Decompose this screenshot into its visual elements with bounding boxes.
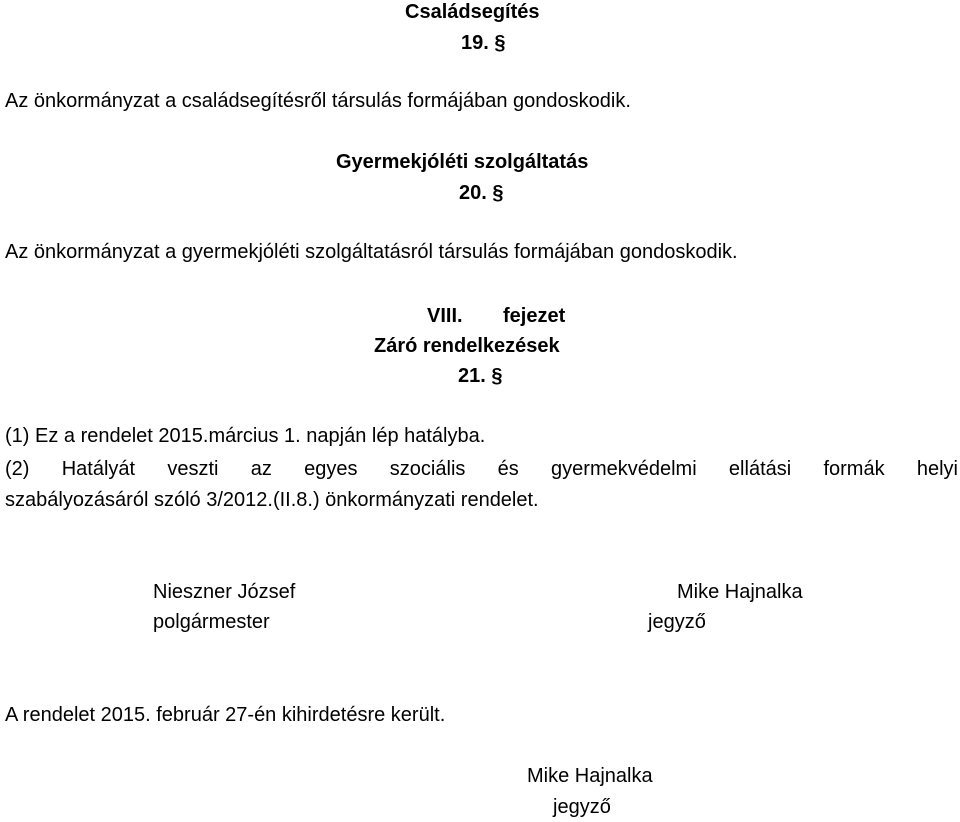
section-20-heading: Gyermekjóléti szolgáltatás bbox=[336, 151, 589, 173]
section-19-number: 19. § bbox=[461, 32, 506, 54]
section-21-clause-2-line-2: szabályozásáról szóló 3/2012.(II.8.) önkormányzati rendelet. bbox=[5, 489, 539, 511]
chapter-label: fejezet bbox=[503, 305, 566, 327]
promulgation-signer-title: jegyző bbox=[553, 796, 611, 818]
notary-title: jegyző bbox=[648, 611, 706, 633]
section-21-number: 21. § bbox=[458, 365, 503, 387]
chapter-title: Záró rendelkezések bbox=[374, 335, 560, 357]
section-21-clause-2-line-1: (2) Hatályát veszti az egyes szociális és gyermekvédelmi ellátási formák helyi bbox=[5, 458, 958, 480]
notary-name: Mike Hajnalka bbox=[677, 581, 803, 603]
promulgation-text: A rendelet 2015. február 27-én kihirdetésre került. bbox=[5, 704, 446, 726]
section-20-number: 20. § bbox=[459, 182, 504, 204]
mayor-title: polgármester bbox=[153, 611, 270, 633]
section-19-heading: Családsegítés bbox=[405, 1, 540, 23]
promulgation-signer-name: Mike Hajnalka bbox=[527, 765, 653, 787]
mayor-name: Nieszner József bbox=[153, 581, 296, 603]
chapter-number: VIII. bbox=[427, 305, 463, 327]
section-20-text: Az önkormányzat a gyermekjóléti szolgáltatásról társulás formájában gondoskodik. bbox=[5, 241, 738, 263]
section-21-clause-1: (1) Ez a rendelet 2015.március 1. napján lép hatályba. bbox=[5, 425, 486, 447]
section-19-text: Az önkormányzat a családsegítésről társulás formájában gondoskodik. bbox=[5, 90, 631, 112]
